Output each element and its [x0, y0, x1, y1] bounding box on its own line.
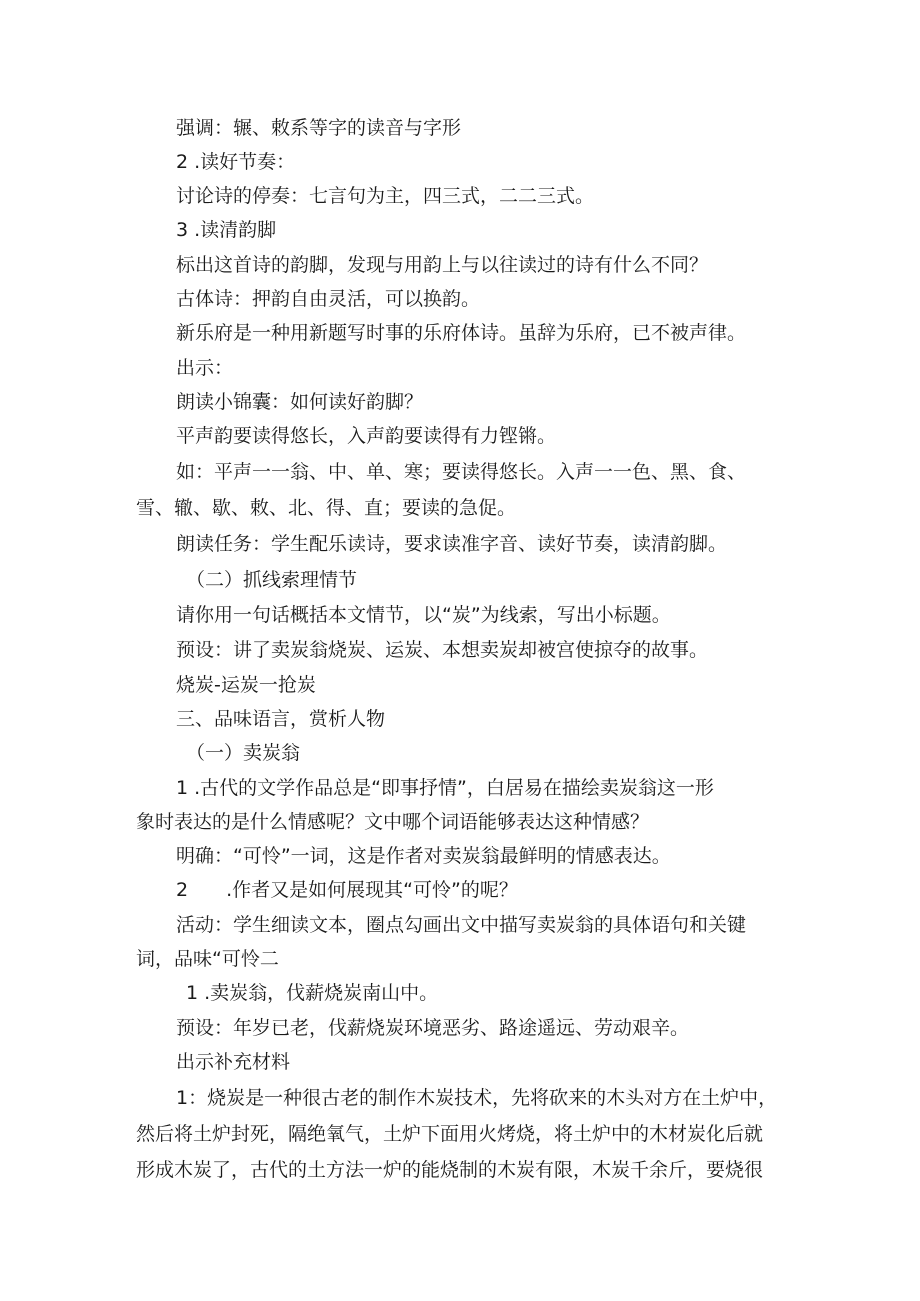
text-line-show: 出示： — [176, 357, 234, 379]
text-line-ancient-poetry: 古体诗：押韵自由灵活，可以换韵。 — [176, 288, 481, 310]
text-line-quote-1: 1 .卖炭翁，伐薪烧炭南山中。 — [186, 982, 439, 1004]
text-line-rhyme-task: 标出这首诗的韵脚，发现与用韵上与以往读过的诗有什么不同？ — [176, 254, 709, 276]
heading-read-rhyme: 3 .读清韵脚 — [176, 219, 277, 241]
text-line-preset-hardship: 预设：年岁已老，伐薪烧炭环境恶劣、路途遥远、劳动艰辛。 — [176, 1017, 690, 1039]
text-line-rhythm-discussion: 讨论诗的停奏：七言句为主，四三式，二二三式。 — [176, 185, 595, 207]
text-line-plot-titles: 烧炭-运炭一抢炭 — [176, 674, 316, 696]
text-line-question-2: 2 .作者又是如何展现其“可怜”的呢？ — [176, 879, 518, 901]
text-line-tone-example-2: 雪、辙、歇、敕、北、得、直；要读的急促。 — [136, 497, 517, 519]
text-line-activity-a: 活动：学生细读文本，圈点勾画出文中描写卖炭翁的具体语句和关键 — [176, 914, 747, 936]
text-line-tone-example-1: 如：平声一一翁、中、单、寒；要读得悠长。入声一一色、黑、食、 — [176, 461, 747, 483]
text-line-answer-pity: 明确：“可怜”一词，这是作者对卖炭翁最鲜明的情感表达。 — [176, 845, 671, 867]
section-heading-old-man: （一）卖炭翁 — [186, 742, 301, 764]
section-heading-plot: （二）抓线索理情节 — [186, 569, 358, 591]
text-line-material-1b: 然后将土炉封死，隔绝氧气，土炉下面用火烤烧，将土炉中的木材炭化后就 — [136, 1123, 764, 1145]
text-line-material-1a: 1：烧炭是一种很古老的制作木炭技术，先将砍来的木头对方在土炉中， — [176, 1087, 778, 1109]
text-line-material-1c: 形成木炭了，古代的土方法一炉的能烧制的木炭有限，木炭千余斤，要烧很 — [136, 1159, 764, 1181]
text-line-question-1a: 1 .古代的文学作品总是“即事抒情”，白居易在描绘卖炭翁这一形 — [176, 777, 714, 799]
heading-read-rhythm: 2 .读好节奏： — [176, 151, 296, 173]
text-line-supplementary: 出示补充材料 — [176, 1051, 291, 1073]
text-line-question-1b: 象时表达的是什么情感呢？文中哪个词语能够表达这种情感？ — [136, 811, 650, 833]
text-line-new-yuefu: 新乐府是一种用新题写时事的乐府体诗。虽辞为乐府，已不被声律。 — [176, 322, 747, 344]
text-line-reading-task: 朗读任务：学生配乐读诗，要求读准字音、读好节奏，读清韵脚。 — [176, 533, 728, 555]
text-line-plot-answer: 预设：讲了卖炭翁烧炭、运炭、本想卖炭却被宫使掠夺的故事。 — [176, 639, 709, 661]
text-line-plot-task: 请你用一句话概括本文情节，以“炭”为线索，写出小标题。 — [176, 604, 671, 626]
text-line-emphasis: 强调：辗、敕系等字的读音与字形 — [176, 117, 462, 139]
text-line-activity-b: 词，品味“可怜二 — [136, 948, 279, 970]
section-heading-language: 三、品味语言，赏析人物 — [176, 708, 386, 730]
text-line-tone-rule: 平声韵要读得悠长，入声韵要读得有力铿锵。 — [176, 425, 557, 447]
text-line-reading-tips: 朗读小锦囊：如何读好韵脚？ — [176, 391, 424, 413]
